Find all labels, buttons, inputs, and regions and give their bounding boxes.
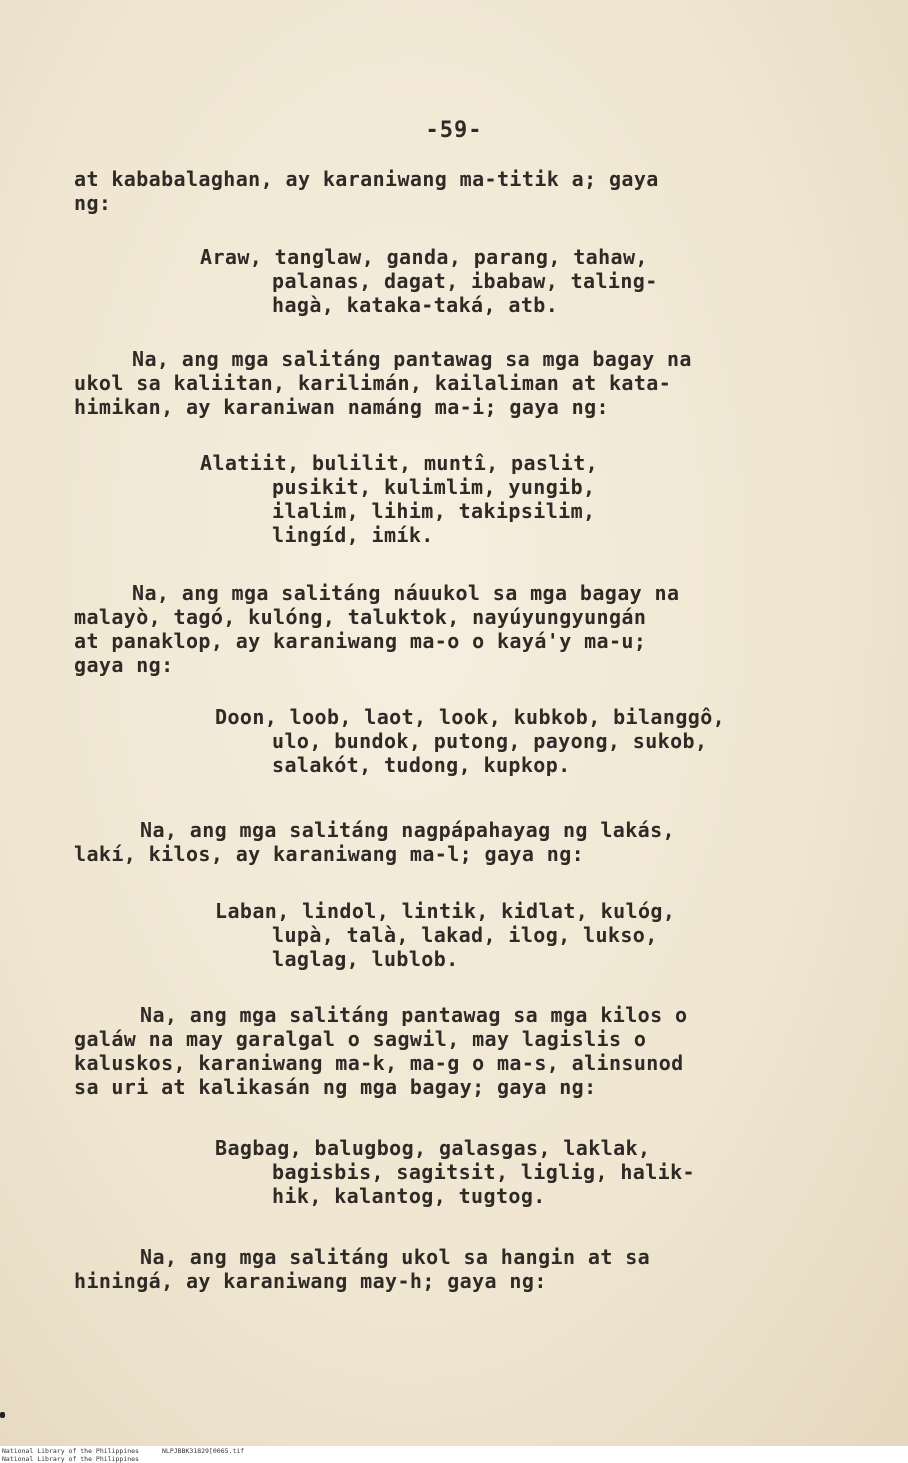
text-line: kaluskos, karaniwang ma-k, ma-g o ma-s, alinsunod xyxy=(74,1051,684,1075)
text-line: bagisbis, sagitsit, liglig, halik- xyxy=(272,1160,695,1184)
text-line: Na, ang mga salitáng ukol sa hangin at sa xyxy=(140,1245,651,1269)
text-line: laglag, lublob. xyxy=(272,947,459,971)
ink-mark xyxy=(0,1412,5,1418)
text-line: Bagbag, balugbog, galasgas, laklak, xyxy=(215,1136,651,1160)
text-line: hagà, kataka-taká, atb. xyxy=(272,293,559,317)
text-line: Na, ang mga salitáng nagpápahayag ng lakás, xyxy=(140,818,675,842)
text-line: lupà, talà, lakad, ilog, lukso, xyxy=(272,923,658,947)
text-line: Na, ang mga salitáng náuukol sa mga bagay na xyxy=(132,581,680,605)
footer-bar xyxy=(0,1446,908,1463)
text-line: Doon, loob, laot, look, kubkob, bilanggô, xyxy=(215,705,726,729)
text-line: galáw na may garalgal o sagwil, may lagislis o xyxy=(74,1027,647,1051)
text-line: Na, ang mga salitáng pantawag sa mga kilos o xyxy=(140,1003,688,1027)
text-line: salakót, tudong, kupkop. xyxy=(272,753,571,777)
text-line: palanas, dagat, ibabaw, taling- xyxy=(272,269,658,293)
text-line: ilalim, lihim, takipsilim, xyxy=(272,499,596,523)
text-line: ukol sa kaliitan, karilimán, kailaliman at kata- xyxy=(74,371,672,395)
text-line: Araw, tanglaw, ganda, parang, tahaw, xyxy=(200,245,648,269)
text-line: lakí, kilos, ay karaniwang ma-l; gaya ng: xyxy=(74,842,585,866)
text-line: gaya ng: xyxy=(74,653,174,677)
text-line: hik, kalantog, tugtog. xyxy=(272,1184,546,1208)
text-line: at kababalaghan, ay karaniwang ma-titik a; gaya xyxy=(74,167,659,191)
text-line: ng: xyxy=(74,191,112,215)
page-number: -59- xyxy=(425,118,483,143)
text-line: Alatiit, bulilit, muntî, paslit, xyxy=(200,451,599,475)
text-line: ulo, bundok, putong, payong, sukob, xyxy=(272,729,708,753)
text-line: malayò, tagó, kulóng, taluktok, nayúyungyungán xyxy=(74,605,647,629)
text-line: pusikit, kulimlim, yungib, xyxy=(272,475,596,499)
footer-library-label-2: National Library of the Philippines xyxy=(2,1455,139,1463)
footer-library-label: National Library of the Philippines xyxy=(2,1447,139,1455)
text-line: himikan, ay karaniwan namáng ma-i; gaya ng: xyxy=(74,395,609,419)
text-line: lingíd, imík. xyxy=(272,523,434,547)
text-line: sa uri at kalikasán ng mga bagay; gaya ng: xyxy=(74,1075,597,1099)
text-line: hiningá, ay karaniwang may-h; gaya ng: xyxy=(74,1269,547,1293)
text-line: Na, ang mga salitáng pantawag sa mga bagay na xyxy=(132,347,692,371)
text-line: Laban, lindol, lintik, kidlat, kulóg, xyxy=(215,899,676,923)
text-line: at panaklop, ay karaniwang ma-o o kayá'y ma-u; xyxy=(74,629,647,653)
footer-file-name: NLPJBBK31829[0065.tif xyxy=(162,1447,245,1455)
